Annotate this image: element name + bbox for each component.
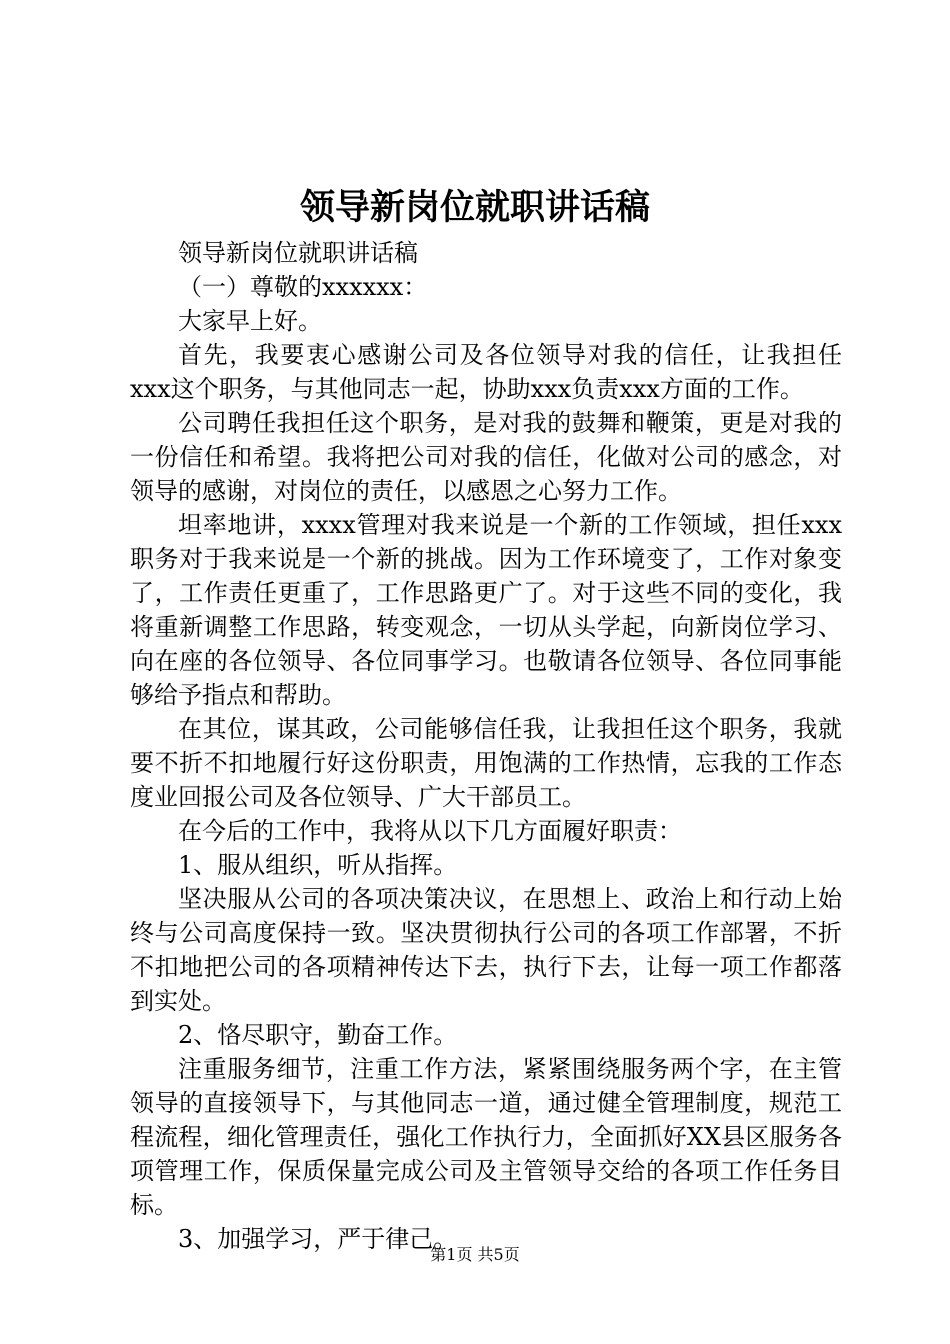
paragraph-salutation: （一）尊敬的xxxxxx：: [178, 273, 428, 301]
paragraph-thanks: 首先，我要衷心感谢公司及各位领导对我的信任，让我担任xxx这个职务，与其他同志一起，协助xxx负责xxx方面的工作。: [130, 341, 842, 403]
page-footer: 第1页 共5页: [430, 1245, 520, 1264]
paragraph-new-challenge: 坦率地讲，xxxx管理对我来说是一个新的工作领域，担任xxx职务对于我来说是一个新的挑战。因为工作环境变了，工作对象变了，工作责任更重了，工作思路更广了。对于这些不同的变化，我将重新调整工作思路，转变观念，一切从头学起，向新岗位学习、向在座的各位领导、各位同事学习。也敬请各位领导、各位同事能够给予指点和帮助。: [130, 511, 842, 709]
paragraph-point-3-heading: 3、加强学习，严于律己。: [178, 1225, 458, 1253]
paragraph-subtitle: 领导新岗位就职讲话稿: [178, 239, 418, 267]
paragraph-encouragement: 公司聘任我担任这个职务，是对我的鼓舞和鞭策，更是对我的一份信任和希望。我将把公司对我的信任，化做对公司的感念，对领导的感谢，对岗位的责任，以感恩之心努力工作。: [130, 409, 842, 505]
paragraph-point-2-body: 注重服务细节，注重工作方法，紧紧围绕服务两个字，在主管领导的直接领导下，与其他同志一道，通过健全管理制度，规范工程流程，细化管理责任，强化工作执行力，全面抓好XX县区服务各项管理工作，保质保量完成公司及主管领导交给的各项工作任务目标。: [130, 1055, 842, 1219]
document-title: 领导新岗位就职讲话稿: [299, 187, 650, 228]
paragraph-duties-intro: 在今后的工作中，我将从以下几方面履好职责：: [178, 817, 682, 845]
paragraph-commitment: 在其位，谋其政，公司能够信任我，让我担任这个职务，我就要不折不扣地履行好这份职责，用饱满的工作热情，忘我的工作态度业回报公司及各位领导、广大干部员工。: [130, 715, 842, 811]
document-body: [130, 236, 842, 1256]
paragraph-greeting: 大家早上好。: [178, 307, 322, 335]
paragraph-point-1-body: 坚决服从公司的各项决策决议，在思想上、政治上和行动上始终与公司高度保持一致。坚决贯彻执行公司的各项工作部署，不折不扣地把公司的各项精神传达下去，执行下去，让每一项工作都落到实处。: [130, 885, 842, 1015]
paragraph-point-1-heading: 1、服从组织，听从指挥。: [178, 851, 458, 879]
paragraph-point-2-heading: 2、恪尽职守，勤奋工作。: [178, 1021, 458, 1049]
